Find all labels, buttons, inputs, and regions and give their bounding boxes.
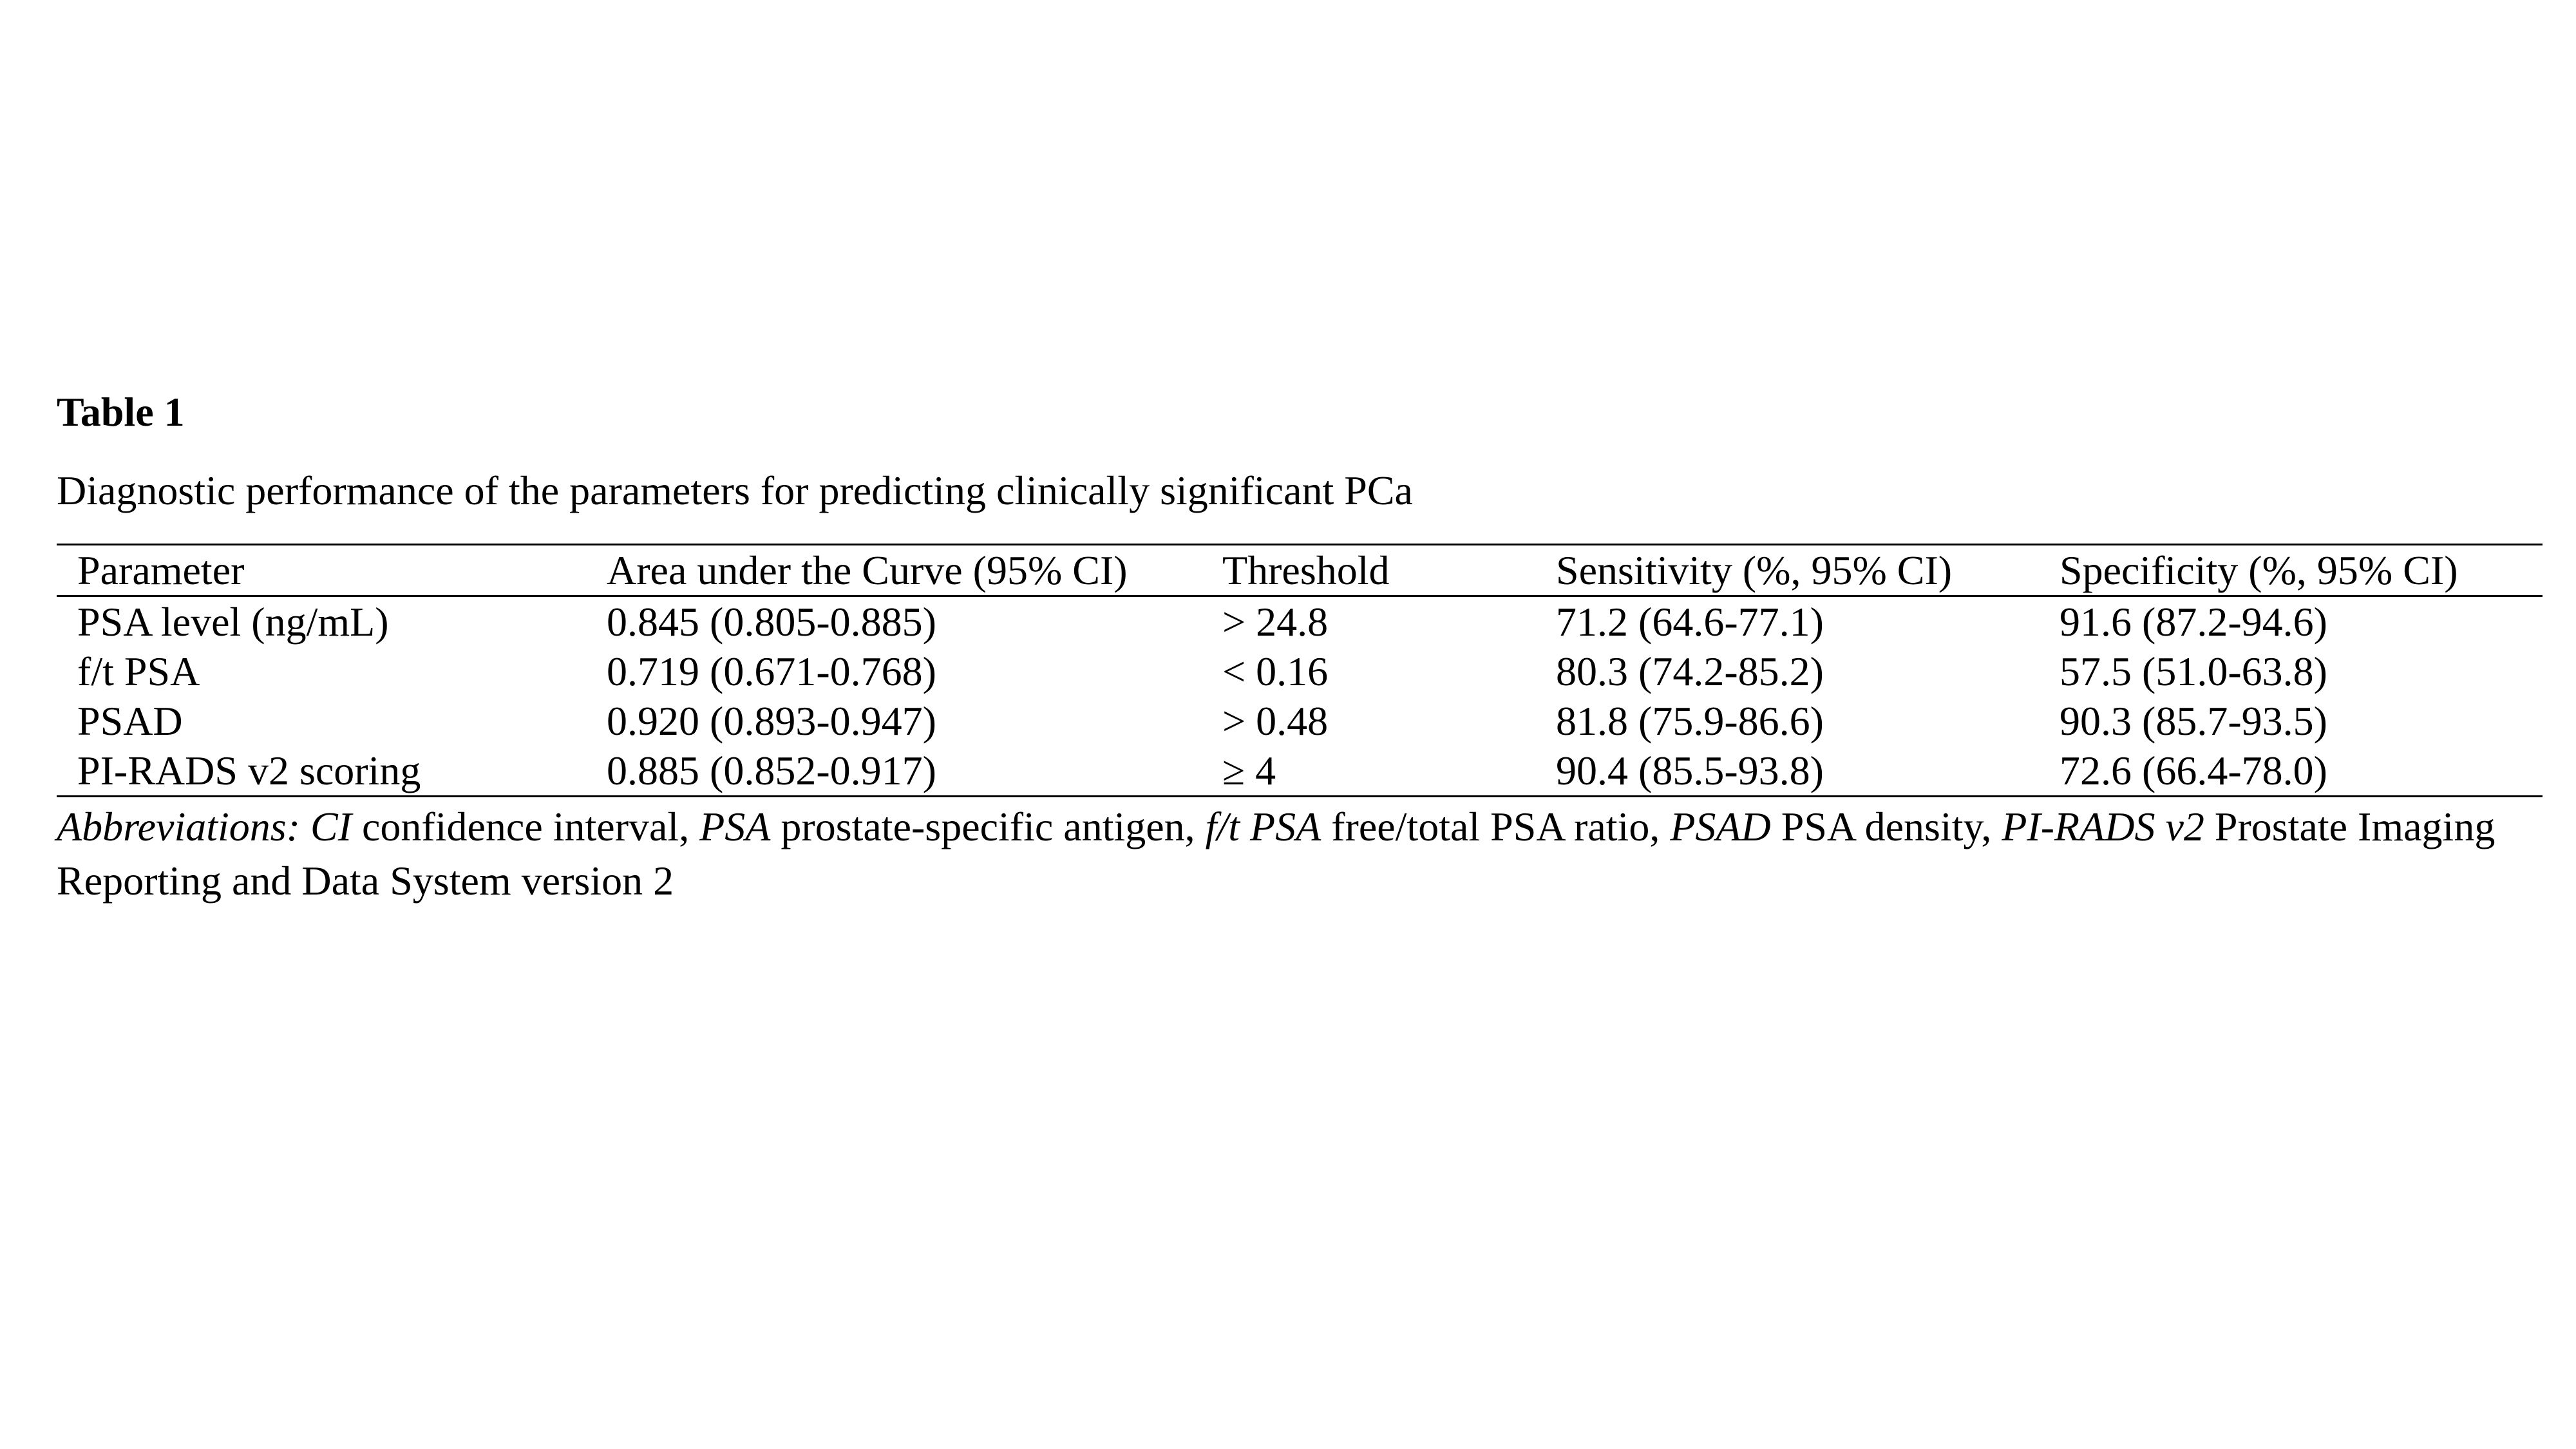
table-row — [57, 647, 2543, 696]
table-document — [57, 386, 2543, 908]
footnote-text: prostate-specific antigen, — [770, 804, 1206, 849]
footnote-abbr-ft-psa: f/t PSA — [1205, 804, 1321, 849]
table-footnote — [57, 800, 2543, 908]
header-specificity: Specificity (%, 95% CI) — [2060, 547, 2458, 593]
cell-threshold: ≥ 4 — [1222, 748, 1276, 793]
cell-threshold: > 24.8 — [1222, 599, 1329, 645]
header-parameter: Parameter — [77, 547, 245, 593]
cell-specificity: 91.6 (87.2-94.6) — [2060, 599, 2327, 645]
cell-sensitivity: 90.4 (85.5-93.8) — [1556, 748, 1824, 793]
cell-sensitivity: 81.8 (75.9-86.6) — [1556, 698, 1824, 744]
cell-parameter: f/t PSA — [77, 649, 200, 694]
footnote-text: PSA density, — [1770, 804, 2002, 849]
header-sensitivity: Sensitivity (%, 95% CI) — [1556, 547, 1953, 593]
table-row — [57, 596, 2543, 647]
table-caption: Diagnostic performance of the parameters for predicting clinically significant PCa — [57, 468, 1413, 513]
footnote-text: confidence interval, — [352, 804, 700, 849]
cell-specificity: 72.6 (66.4-78.0) — [2060, 748, 2327, 793]
footnote-abbr-psad: PSAD — [1670, 804, 1771, 849]
footnote-text: Prostate Imaging Reporting and Data System version 2 — [57, 804, 2496, 904]
cell-parameter: PSAD — [77, 698, 183, 744]
cell-parameter: PI-RADS v2 scoring — [77, 748, 421, 793]
cell-sensitivity: 71.2 (64.6-77.1) — [1556, 599, 1824, 645]
footnote-text: free/total PSA ratio, — [1321, 804, 1671, 849]
header-threshold: Threshold — [1222, 547, 1390, 593]
cell-specificity: 57.5 (51.0-63.8) — [2060, 649, 2327, 694]
header-auc: Area under the Curve (95% CI) — [607, 547, 1128, 593]
cell-auc: 0.845 (0.805-0.885) — [607, 599, 936, 645]
cell-specificity: 90.3 (85.7-93.5) — [2060, 698, 2327, 744]
cell-sensitivity: 80.3 (74.2-85.2) — [1556, 649, 1824, 694]
footnote-abbr-ci: Abbreviations: CI — [57, 804, 352, 849]
table-row — [57, 746, 2543, 797]
cell-threshold: > 0.48 — [1222, 698, 1329, 744]
cell-auc: 0.719 (0.671-0.768) — [607, 649, 936, 694]
footnote-abbr-pirads: PI-RADS v2 — [2002, 804, 2204, 849]
footnote-abbr-psa: PSA — [699, 804, 771, 849]
table-row — [57, 696, 2543, 746]
table-header-row — [57, 545, 2543, 596]
cell-threshold: < 0.16 — [1222, 649, 1329, 694]
cell-parameter: PSA level (ng/mL) — [77, 599, 389, 645]
performance-table — [57, 544, 2543, 797]
table-label: Table 1 — [57, 389, 185, 435]
cell-auc: 0.920 (0.893-0.947) — [607, 698, 936, 744]
cell-auc: 0.885 (0.852-0.917) — [607, 748, 936, 793]
